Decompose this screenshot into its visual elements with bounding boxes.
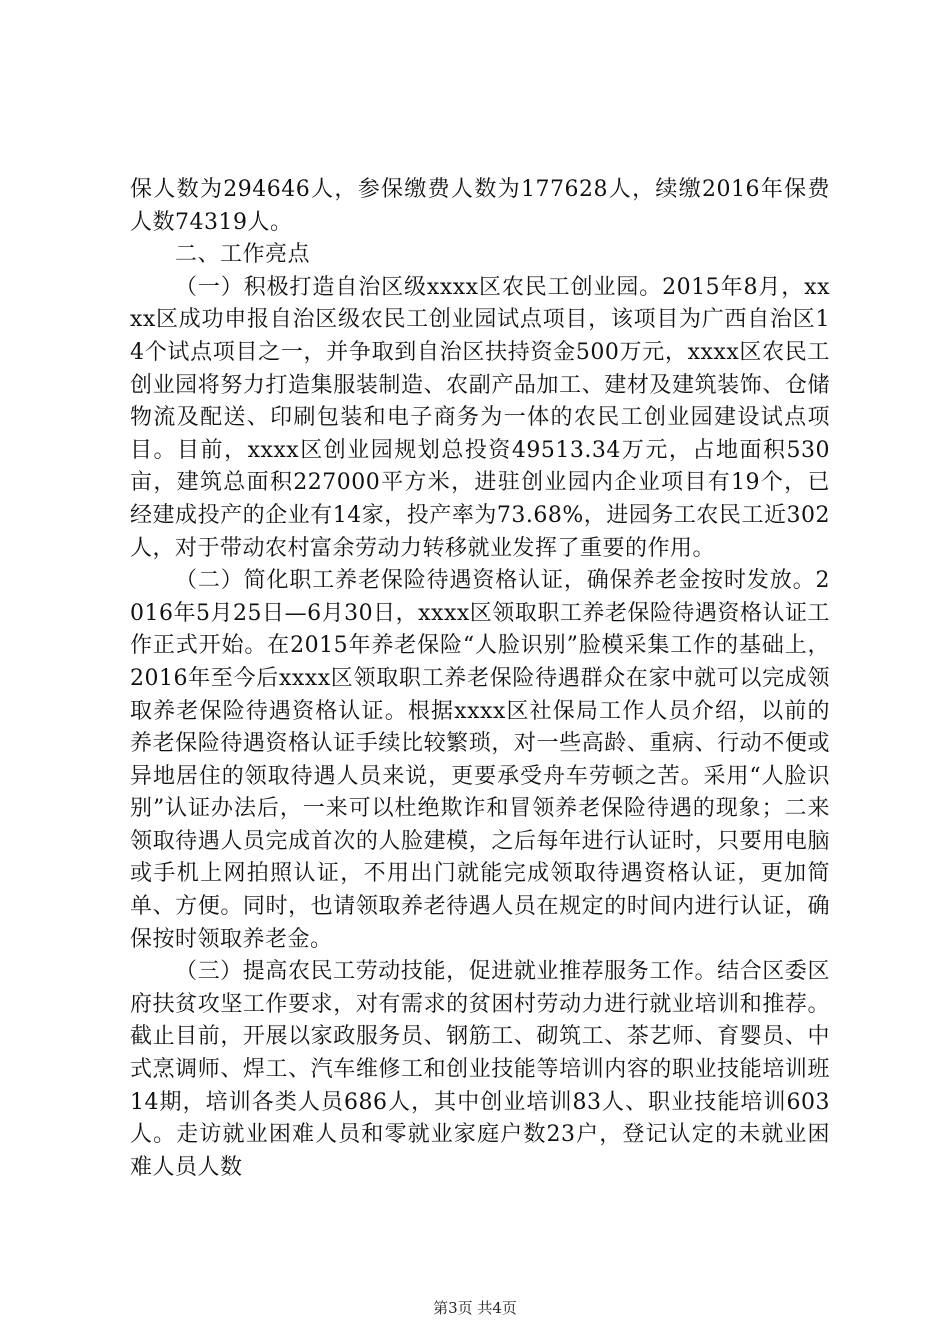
paragraph-entrepreneurship-park: （一）积极打造自治区级xxxx区农民工创业园。2015年8月，xxxx区成功申报自治区级农民工创业园试点项目，该项目为广西自治区14个试点项目之一，并争取到自治区扶持资金500万元，xxxx区农民工创业园将努力打造集服装制造、农副产品加工、建材及建筑装饰、仓储物流及配送、印刷包装和电子商务为一体的农民工创业园建设试点项目。目前，xxxx区创业园规划总投资49513.34万元，占地面积530亩，建筑总面积227000平方米，进驻创业园内企业项目有19个，已经建成投产的企业有14家，投产率为73.68%，进园务工农民工近302人，对于带动农村富余劳动力转移就业发挥了重要的作用。 [130,274,830,561]
document-body [130,174,830,1184]
paragraph-continuation: 保人数为294646人，参保缴费人数为177628人，续缴2016年保费人数74319人。 [130,177,830,235]
paragraph-skills-training: （三）提高农民工劳动技能，促进就业推荐服务工作。结合区委区府扶贫攻坚工作要求，对有需求的贫困村劳动力进行就业培训和推荐。截止目前，开展以家政服务员、钢筋工、砌筑工、茶艺师、育婴员、中式烹调师、焊工、汽车维修工和创业技能等培训内容的职业技能培训班14期，培训各类人员686人，其中创业培训83人、职业技能培训603人。走访就业困难人员和零就业家庭户数23户，登记认定的未就业困难人员人数 [130,959,830,1180]
section-heading-highlights: 二、工作亮点 [175,242,311,268]
page-number-footer: 第3页 共4页 [433,1299,517,1317]
paragraph-pension-certification: （二）简化职工养老保险待遇资格认证，确保养老金按时发放。2016年5月25日—6月30日，xxxx区领取职工养老保险待遇资格认证工作正式开始。在2015年养老保险“人脸识别”脸模采集工作的基础上，2016年至今后xxxx区领取职工养老保险待遇群众在家中就可以完成领取养老保险待遇资格认证。根据xxxx区社保局工作人员介绍，以前的养老保险待遇资格认证手续比较繁琐，对一些高龄、重病、行动不便或异地居住的领取待遇人员来说，更要承受舟车劳顿之苦。采用“人脸识别”认证办法后，一来可以杜绝欺诈和冒领养老保险待遇的现象；二来领取待遇人员完成首次的人脸建模，之后每年进行认证时，只要用电脑或手机上网拍照认证，不用出门就能完成领取待遇资格认证，更加简单、方便。同时，也请领取养老待遇人员在规定的时间内进行认证，确保按时领取养老金。 [130,568,830,952]
